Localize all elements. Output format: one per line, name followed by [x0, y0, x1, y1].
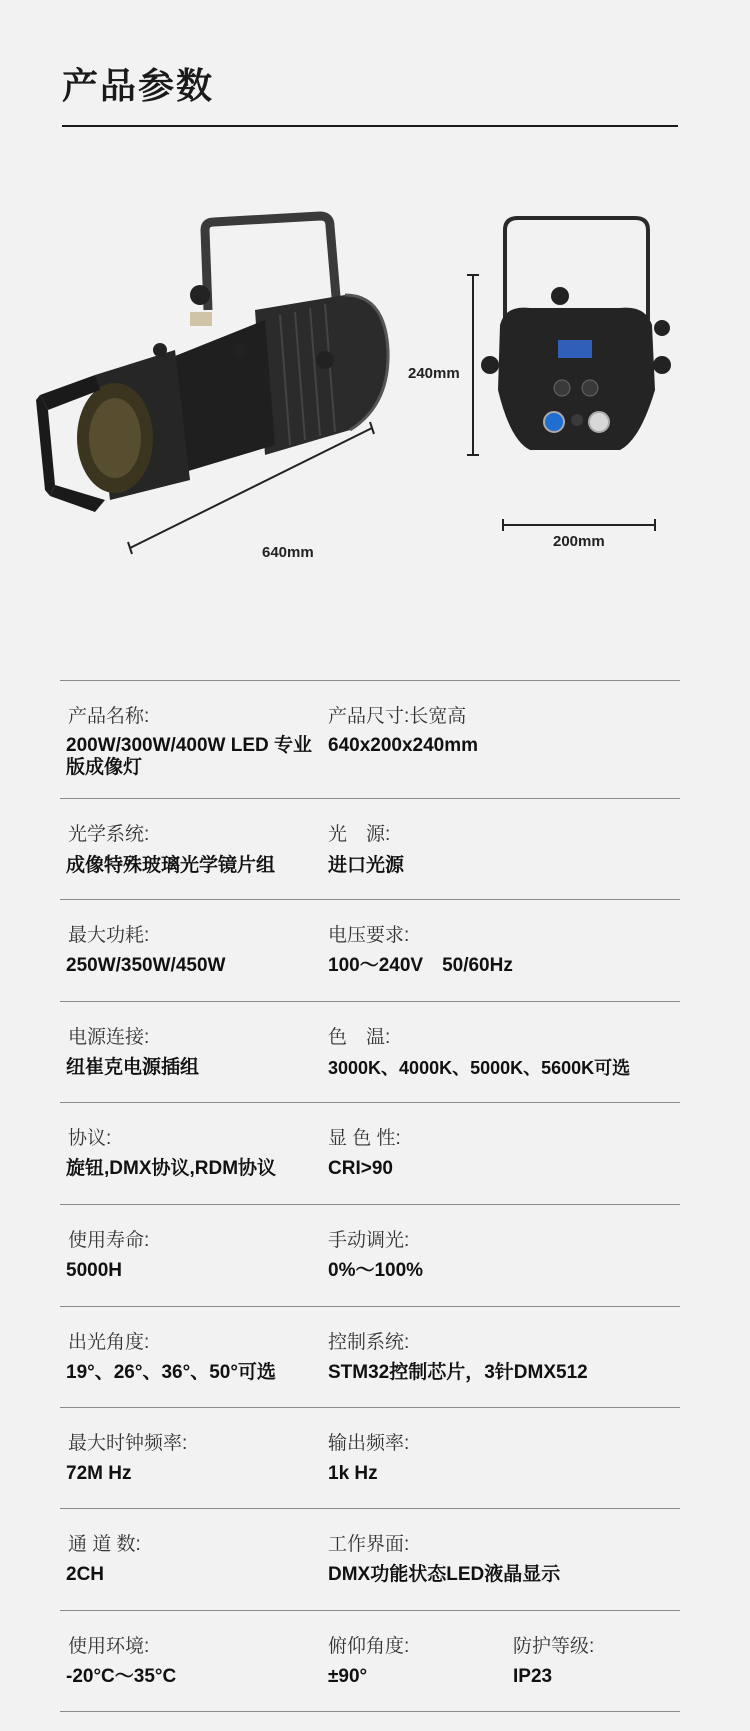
spec-value: 纽崔克电源插组 — [66, 1057, 200, 1078]
spec-row — [60, 798, 680, 899]
spec-label: 通 道 数: — [68, 1534, 141, 1555]
width-dimension-label: 200mm — [553, 533, 605, 550]
spec-value: 200W/300W/400W LED 专业版成像灯 — [66, 735, 313, 778]
spec-row — [60, 1508, 680, 1610]
spec-label: 工作界面: — [328, 1534, 410, 1555]
spec-value: 2CH — [66, 1564, 105, 1585]
spec-row — [60, 680, 680, 798]
height-dimension-label: 240mm — [408, 365, 460, 382]
spec-label: 电源连接: — [68, 1027, 150, 1048]
page-title: 产品参数 — [62, 65, 215, 106]
spec-row — [60, 1306, 680, 1407]
spec-value: 72M Hz — [66, 1463, 132, 1484]
spec-label: 显 色 性: — [328, 1128, 401, 1149]
spec-value: 19°、26°、36°、50°可选 — [66, 1362, 276, 1383]
spec-value: 进口光源 — [328, 855, 405, 876]
spec-value: 250W/350W/450W — [66, 955, 226, 976]
spec-label: 产品名称: — [68, 706, 150, 727]
spec-label: 手动调光: — [328, 1230, 410, 1251]
spec-label: 俯仰角度: — [328, 1636, 410, 1657]
spec-value: -20°C～35°C — [66, 1666, 177, 1687]
spec-row — [60, 1610, 680, 1712]
spec-row — [60, 1204, 680, 1306]
spec-value: IP23 — [513, 1666, 553, 1687]
spec-label: 光学系统: — [68, 824, 150, 845]
fixture-drawing — [0, 200, 750, 630]
spec-label: 使用寿命: — [68, 1230, 150, 1251]
spec-label: 色 温: — [328, 1027, 391, 1048]
spec-label: 出光角度: — [68, 1332, 150, 1353]
spec-value: 3000K、4000K、5000K、5600K可选 — [328, 1058, 631, 1078]
spec-label: 输出频率: — [328, 1433, 410, 1454]
spec-label: 协议: — [68, 1128, 112, 1149]
side-view-fixture — [36, 216, 388, 512]
spec-value: ±90° — [328, 1666, 368, 1687]
spec-label: 最大时钟频率: — [68, 1433, 188, 1454]
rear-view-fixture — [481, 218, 671, 450]
spec-row — [60, 1102, 680, 1204]
spec-value: DMX功能状态LED液晶显示 — [328, 1564, 561, 1585]
spec-table — [60, 680, 680, 1712]
spec-value: 0%～100% — [328, 1260, 424, 1281]
spec-label: 产品尺寸:长宽高 — [328, 706, 467, 727]
spec-value: STM32控制芯片，3针DMX512 — [328, 1362, 588, 1383]
title-divider — [62, 125, 678, 127]
spec-label: 光 源: — [328, 824, 391, 845]
spec-value: 640x200x240mm — [328, 735, 479, 756]
spec-row — [60, 1407, 680, 1508]
spec-row — [60, 899, 680, 1001]
spec-value: 5000H — [66, 1260, 122, 1281]
spec-label: 使用环境: — [68, 1636, 150, 1657]
spec-value: 100～240V 50/60Hz — [328, 955, 513, 976]
spec-label: 控制系统: — [328, 1332, 410, 1353]
spec-label: 最大功耗: — [68, 925, 150, 946]
spec-value: 成像特殊玻璃光学镜片组 — [66, 855, 276, 876]
product-illustration — [0, 200, 750, 630]
spec-row — [60, 1001, 680, 1102]
spec-label: 防护等级: — [513, 1636, 595, 1657]
spec-value: 旋钮,DMX协议,RDM协议 — [66, 1158, 277, 1179]
spec-value: CRI>90 — [328, 1158, 393, 1179]
length-dimension-label: 640mm — [262, 544, 314, 561]
spec-value: 1k Hz — [328, 1463, 378, 1484]
spec-label: 电压要求: — [328, 925, 410, 946]
